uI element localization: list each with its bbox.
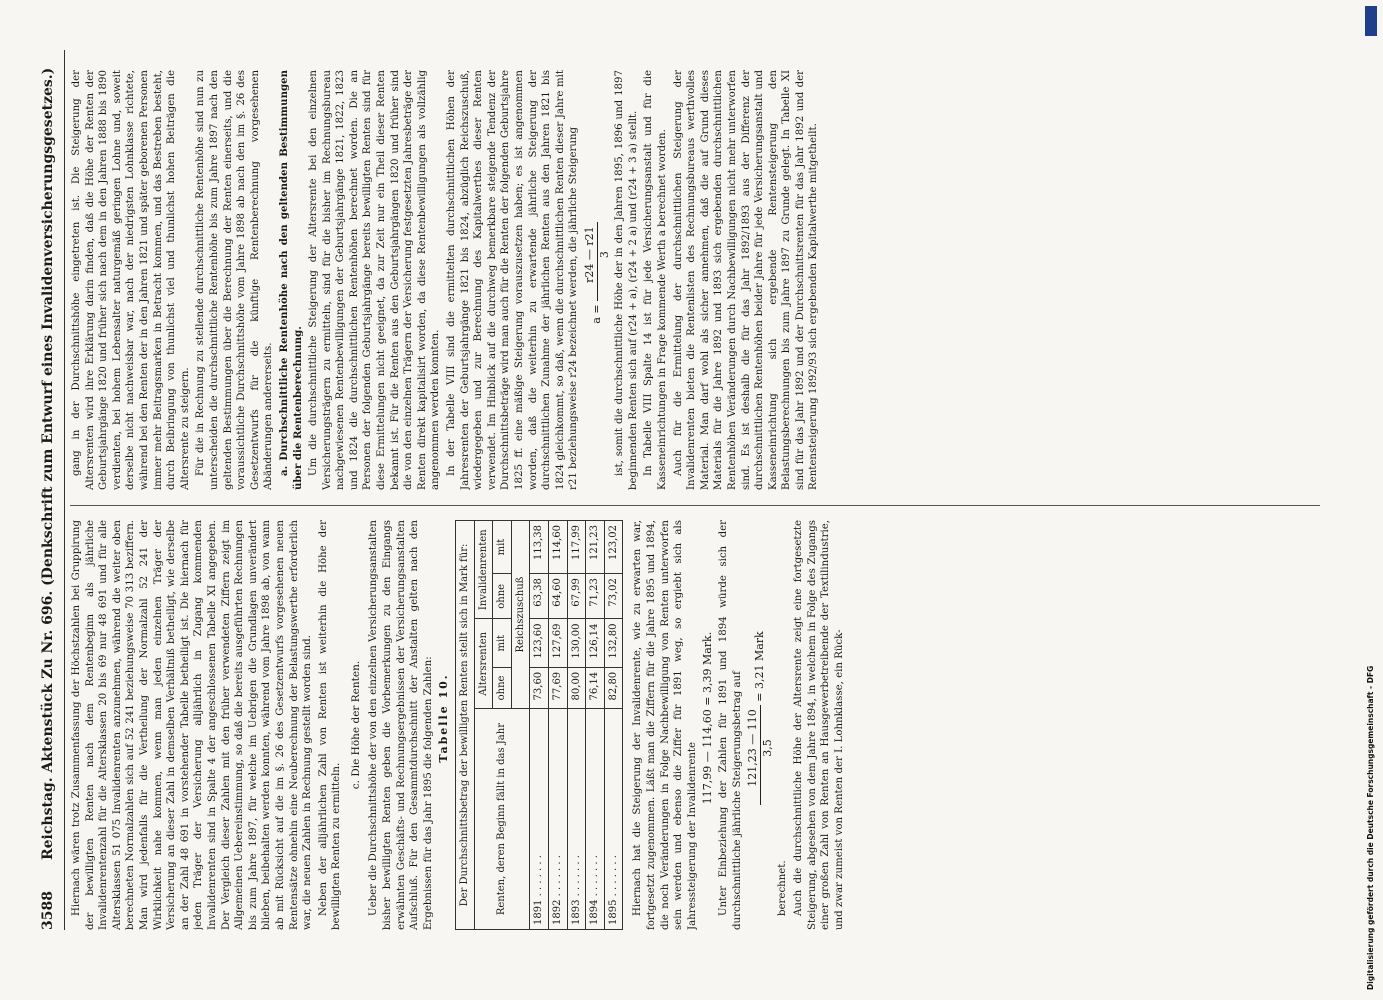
table-row bbox=[586, 521, 605, 930]
cell-value: 82,80 bbox=[604, 667, 623, 708]
cell-value: 126,14 bbox=[586, 619, 605, 667]
digitization-note: Digitalisierung gefördert durch die Deutsche Forschungsgemeinschaft - DFG bbox=[1366, 665, 1375, 990]
fraction-denominator: 3,5 bbox=[760, 739, 774, 757]
cell-value: 130,00 bbox=[567, 619, 586, 667]
paragraph: Für die in Rechnung zu stellende durchschnittliche Rentenhöhe sind nun zu unterscheiden die durchschnittliche Rentenhöhe bis zum Jahre 1897 nach den geltenden Bestimmungen über die Berechnung der Renten einerseits, und die voraussichtliche Durchschnittshöhe vom Jahre 1898 ab nach den im §. 26 des Gesetzentwurfs für die künftige Rentenberechnung vorgesehenen Abänderungen andererseits. bbox=[195, 70, 275, 490]
cell-year: 1893 . . . . . . . bbox=[567, 709, 586, 930]
col-header-ohne: ohne bbox=[493, 574, 512, 619]
table-row bbox=[567, 521, 586, 930]
fraction bbox=[583, 222, 611, 301]
formula bbox=[583, 70, 611, 490]
cell-value: 123,02 bbox=[604, 521, 623, 574]
paragraph: gang in der Durchschnittshöhe eingetreten ist. Die Steigerung der Altersrenten wird ihre Erklärung darin finden, daß die Höhe der Renten der Geburtsjahrgänge 1820 und früher sich nach dem in den Jahren 1888 bis 1890 verdienten, bei hohem Lebensalter naturgemäß geringen Lohne und, soweit derselbe nicht nachweisbar war, nach der niedrigsten Lohnklasse richtete, während bei den Renten der in den Jahren 1821 und später geborenen Personen immer mehr Beitragsmarken in Betracht kommen, und das Bestreben besteht, durch Beibringung von thunlichst viel und thunlichst hohen Beiträgen die Altersrente zu steigern. bbox=[71, 70, 191, 490]
cell-value: 76,14 bbox=[586, 667, 605, 708]
paragraph: Auch für die Ermittelung der durchschnittlichen Steigerung der Invalidenrenten bieten die Rentenlisten des Rechnungsbureaus werthvolles Material. Man darf wohl als sicher annehmen, daß die auf Grund dieses Materials für die Jahre 1892 und 1893 sich ergebenden durchschnittlichen Rentenhöhen Veränderungen durch Nachbewilligungen nicht mehr unterworfen sind. Es ist deshalb die für das Jahr 1892/1893 aus der Differenz der durchschnittlichen Rentenhöhen beider Jahre für jede Versicherungsanstalt und Kasseneinrichtung sich ergebende Rentensteigerung den Belastungsberechnungen bis zum Jahre 1897 zu Grunde gelegt. In Tabelle XI sind für das Jahr 1892 und der Durchschnittsrenten für das Jahr 1892 und der Rentensteigerung 1892/93 sich ergebenden Kapitalwerthe mitgetheilt. bbox=[672, 70, 820, 490]
col-header-ohne: ohne bbox=[493, 667, 512, 708]
column-divider bbox=[70, 505, 1320, 506]
cell-value: 77,69 bbox=[549, 667, 568, 708]
cell-value: 80,00 bbox=[567, 667, 586, 708]
cell-value: 127,69 bbox=[549, 619, 568, 667]
table-row bbox=[549, 521, 568, 930]
cell-value: 121,23 bbox=[586, 521, 605, 574]
right-column bbox=[70, 70, 1320, 490]
cell-value: 117,99 bbox=[567, 521, 586, 574]
cell-value: 114,60 bbox=[549, 521, 568, 574]
cell-value: 73,60 bbox=[530, 667, 549, 708]
table-title: Tabelle 10. bbox=[437, 673, 451, 763]
formula: 117,99 — 114,60 = 3,39 Mark. bbox=[701, 631, 715, 805]
formula-lhs: a = bbox=[590, 304, 604, 324]
paragraph: Neben der alljährlichen Zahl von Renten ist weiterhin die Höhe der bewilligten Renten zu ermitteln. bbox=[317, 520, 343, 930]
cell-year: 1894 . . . . . . . bbox=[586, 709, 605, 930]
fraction-numerator: r24 — r21 bbox=[583, 222, 598, 301]
table-row bbox=[604, 521, 623, 930]
rotated-page-content bbox=[40, 50, 1330, 930]
col-header-mit: mit bbox=[493, 521, 512, 574]
cell-value: 123,60 bbox=[530, 619, 549, 667]
cell-value: 73,02 bbox=[604, 574, 623, 619]
paragraph: Ueber die Durchschnittshöhe der von den einzelnen Versicherungsanstalten bisher bewilligten Renten geben die Vorbemerkungen zu den Eingangs erwähnten Geschäfts- und Rechnungsergebnissen der Versicherungsanstalten Aufschluß. Für den Gesammtdurchschnitt der Anstalten gelten nach den Ergebnissen für das Jahr 1895 die folgenden Zahlen: bbox=[368, 520, 434, 930]
page-title: Reichstag. Aktenstück Zu Nr. 696. (Denkschrift zum Entwurf eines Invalidenversicherungsgesetzes.) bbox=[40, 67, 56, 860]
cell-value: 113,38 bbox=[530, 521, 549, 574]
cell-value: 67,99 bbox=[567, 574, 586, 619]
cell-value: 64,60 bbox=[549, 574, 568, 619]
dfg-logo bbox=[1365, 6, 1377, 36]
paragraph: In der Tabelle VIII sind die ermittelten durchschnittlichen Höhen der Jahresrenten der Geburtsjahrgänge 1821 bis 1824, abzüglich Reichszuschuß, wiedergegeben und zur Berechnung des Kapitalwerthes dieser Renten verwendet. Im Hinblick auf die durchweg bemerkbare steigende Tendenz der Durchschnittsbeträge wird man auch für die Renten der folgenden Geburtsjahre 1825 ff. eine mäßige Steigerung vorauszusetzen haben; es ist angenommen worden, daß die weiterhin zu erwartende jährliche Steigerung der durchschnittlichen Zunahme der jährlichen Renten aus den Jahren 1821 bis 1824 gleichkommt, so daß, wenn die durchschnittlichen Renten dieser Jahre mit r21 beziehungsweise r24 bezeichnet werden, die jährliche Steigerung bbox=[446, 70, 580, 490]
cell-value: 63,38 bbox=[530, 574, 549, 619]
rent-table bbox=[455, 520, 623, 930]
table-row bbox=[530, 521, 549, 930]
fraction bbox=[746, 705, 774, 804]
formula bbox=[746, 520, 774, 930]
col-header-year: Renten, deren Beginn fällt in das Jahr bbox=[474, 709, 530, 930]
page-header bbox=[40, 50, 65, 930]
paragraph: In Tabelle VIII Spalte 14 ist für jede Versicherungsanstalt und für die Kasseneinrichtungen in Frage kommende Werth a berechnet worden. bbox=[643, 70, 668, 490]
paragraph: berechnet. bbox=[777, 860, 789, 916]
paragraph: Hiernach wären trotz Zusammenfassung der Höchstzahlen bei Gruppirung der bewilligten Renten nach dem Rentenbeginn als jährliche Invalidenrentenzahl für die Altersklassen 20 bis 69 nur 48 691 und für alle Altersklassen 51 075 Invalidenrenten anzunehmen, während die weiter oben berechneten Normalzahlen sich auf 52 241 beziehungsweise 70 313 beziffern. Man wird jedenfalls für die Vertheilung der Normalzahl 52 241 der Wirklichkeit nahe kommen, wenn man jeden einzelnen Träger der Versicherung an dieser Zahl in demselben Verhältniß betheiligt, wie derselbe an der Zahl 48 691 in vorstehender Tabelle betheiligt ist. Die hiernach für jeden Träger der Versicherung alljährlich in Zugang kommenden Invalidenrenten sind in Spalte 4 der angeschlossenen Tabelle XI angegeben. Der Vergleich dieser Zahlen mit den früher verwendeten Ziffern zeigt im Allgemeinen Uebereinstimmung, so daß die bereits ausgeführten Rechnungen bis zum Jahre 1897, für welche im Uebrigen die Grundlagen unverändert blieben, beibehalten werden konnten, während vom Jahre 1898 ab, von wann ab mit Rücksicht auf die im §. 26 des Gesetzentwurfs vorgesehenen neuen Rentensätze ohnehin eine Neuberechnung der Belastungswerthe erforderlich war, die neuen Zahlen in Rechnung gestellt worden sind. bbox=[71, 520, 314, 930]
page-number: 3588 bbox=[40, 891, 56, 930]
formula-result: = 3,21 Mark bbox=[753, 631, 767, 702]
left-column bbox=[70, 520, 1320, 930]
section-heading: a. Durchschnittliche Rentenhöhe nach den geltenden Bestimmungen über die Rentenberechnung. bbox=[277, 70, 304, 490]
paragraph: ist, somit die durchschnittliche Höhe der in den Jahren 1895, 1896 und 1897 beginnenden Renten sich auf (r24 + a), (r24 + 2 a) und (r24 + 3 a) stellt. bbox=[614, 70, 639, 490]
col-header-mit: mit bbox=[493, 619, 512, 667]
paragraph: Unter Einbeziehung der Zahlen für 1891 und 1894 würde sich der durchschnittliche jährliche Steigerungsbetrag auf bbox=[717, 520, 743, 930]
section-heading: c. Die Höhe der Renten. bbox=[349, 660, 362, 790]
cell-year: 1891 . . . . . . . bbox=[530, 709, 549, 930]
paragraph: Um die durchschnittliche Steigerung der Altersrente bei den einzelnen Versicherungsträgern zu ermitteln, sind für die bisher im Rechnungsbureau nachgewiesenen Rentenbewilligungen der Geburtsjahrgänge 1821, 1822, 1823 und 1824 die durchschnittlichen Rentenhöhen berechnet worden. Die an Personen der folgenden Geburtsjahrgänge bereits bewilligten Renten sind für diese Ermittelungen nicht geeignet, da zur Zeit nur ein Theil dieser Renten bekannt ist. Für die Renten aus den Geburtsjahrgängen 1820 und früher sind die von den einzelnen Trägern der Versicherung festgesetzten Jahresbeträge der Renten direkt kapitalisirt worden, da diese Rentenbewilligungen als vollzählig angenommen werden konnten. bbox=[308, 70, 442, 490]
paragraph: Auch die durchschnittliche Höhe der Altersrente zeigt eine fortgesetzte Steigerung, abgesehen von dem Jahre 1894, in welchem in Folge des Zugangs einer großen Zahl von Renten an Hausgewerbetreibende der Textilindustrie, und zwar zumeist von Renten der I. Lohnklasse, ein Rück- bbox=[792, 520, 845, 930]
col-subheader: Reichszuschuß bbox=[511, 521, 530, 709]
col-header-alters: Altersrenten bbox=[474, 619, 493, 709]
cell-value: 132,80 bbox=[604, 619, 623, 667]
cell-year: 1892 . . . . . . . bbox=[549, 709, 568, 930]
table-caption: Der Durchschnittsbetrag der bewilligten Renten stellt sich in Mark für: bbox=[456, 521, 475, 930]
fraction-denominator: 3 bbox=[597, 251, 611, 259]
cell-year: 1895 . . . . . . . bbox=[604, 709, 623, 930]
fraction-numerator: 121,23 — 110 bbox=[746, 705, 761, 804]
col-header-invaliden: Invalidenrenten bbox=[474, 521, 493, 620]
paragraph: Hiernach hat die Steigerung der Invalidenrente, wie zu erwarten war, fortgesetzt zugenommen. Läßt man die Ziffern für die Jahre 1895 und 1894, die noch Veränderungen in Folge Nachbewilligung von Renten unterworfen sein werden und ebenso die Ziffer für 1891 weg, so ergiebt sich als Jahressteigerung der Invalidenrente bbox=[632, 520, 698, 930]
cell-value: 71,23 bbox=[586, 574, 605, 619]
